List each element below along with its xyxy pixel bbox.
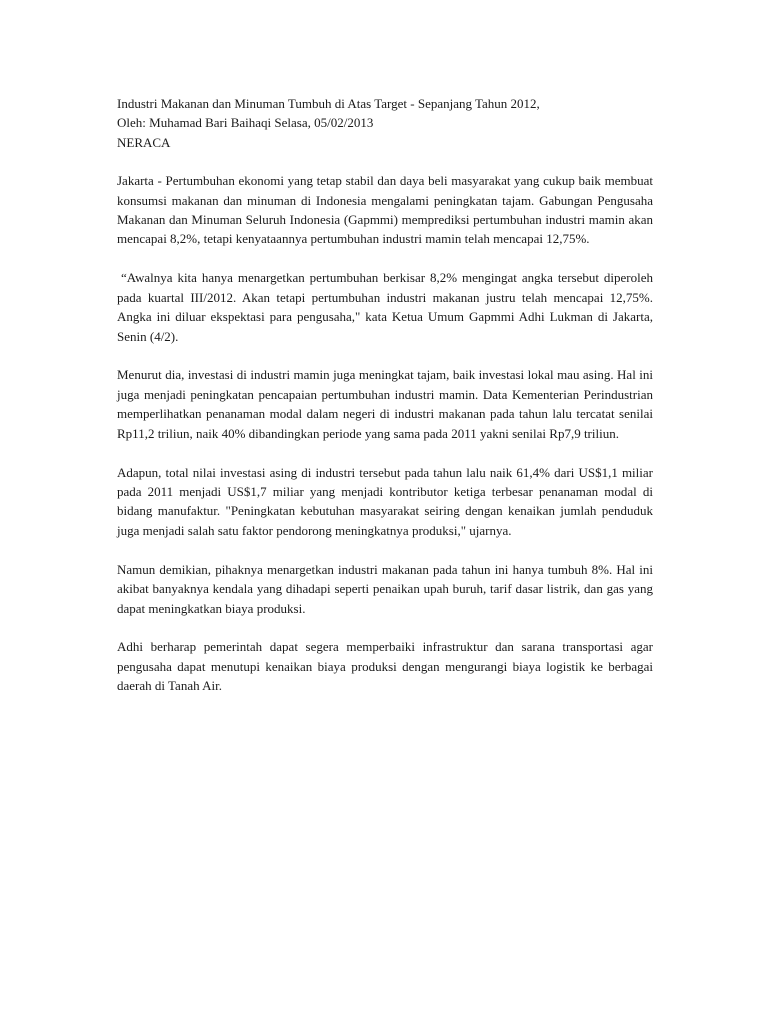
paragraph-closing: Adhi berharap pemerintah dapat segera memperbaiki infrastruktur dan sarana transportasi agar pengusaha dapat menutupi kenaikan biaya produksi dengan mengurangi biaya logistik ke berbagai daerah di Tanah Air. (117, 639, 653, 694)
article-byline: Oleh: Muhamad Bari Baihaqi Selasa, 05/02/2013 (117, 115, 374, 131)
article-title: Industri Makanan dan Minuman Tumbuh di Atas Target - Sepanjang Tahun 2012, (117, 96, 540, 111)
article-header (117, 94, 653, 152)
paragraph-target: Namun demikian, pihaknya menargetkan industri makanan pada tahun ini hanya tumbuh 8%. Hal ini akibat banyaknya kendala yang dihadapi seperti penaikan upah buruh, tarif dasar listrik, dan gas yang dapat meningkatkan biaya produksi. (117, 561, 653, 616)
article-source: NERACA (117, 134, 171, 150)
document-body (117, 94, 653, 715)
paragraph-foreign-investment: Adapun, total nilai investasi asing di industri tersebut pada tahun lalu naik 61,4% dari US$1,1 miliar pada 2011 menjadi US$1,7 miliar yang menjadi kontributor ketiga terbesar penanaman modal di bidang manufaktur. "Peningkatan kebutuhan masyarakat seiring dengan kenaikan jumlah penduduk juga menjadi salah satu faktor pendorong meningkatnya produksi," ujarnya. (117, 464, 653, 538)
paragraph-intro: Jakarta - Pertumbuhan ekonomi yang tetap stabil dan daya beli masyarakat yang cukup baik membuat konsumsi makanan dan minuman di Indonesia mengalami peningkatan tajam. Gabungan Pengusaha Makanan dan Minuman Seluruh Indonesia (Gapmmi) memprediksi pertumbuhan industri mamin akan mencapai 8,2%, tetapi kenyataannya pertumbuhan industri mamin telah mencapai 12,75%. (117, 173, 653, 247)
paragraph-quote: “Awalnya kita hanya menargetkan pertumbuhan berkisar 8,2% mengingat angka tersebut diperoleh pada kuartal III/2012. Akan tetapi pertumbuhan industri makanan justru telah mencapai 12,75%. Angka ini diluar ekspektasi para pengusaha," kata Ketua Umum Gapmmi Adhi Lukman di Jakarta, Senin (4/2). (117, 270, 653, 344)
paragraph-investment: Menurut dia, investasi di industri mamin juga meningkat tajam, baik investasi lokal mau asing. Hal ini juga menjadi peningkatan pencapaian pertumbuhan industri mamin. Data Kementerian Perindustrian memperlihatkan penanaman modal dalam negeri di industri makanan pada tahun lalu tercatat senilai Rp11,2 triliun, naik 40% dibandingkan periode yang sama pada 2011 yakni senilai Rp7,9 triliun. (117, 367, 653, 441)
